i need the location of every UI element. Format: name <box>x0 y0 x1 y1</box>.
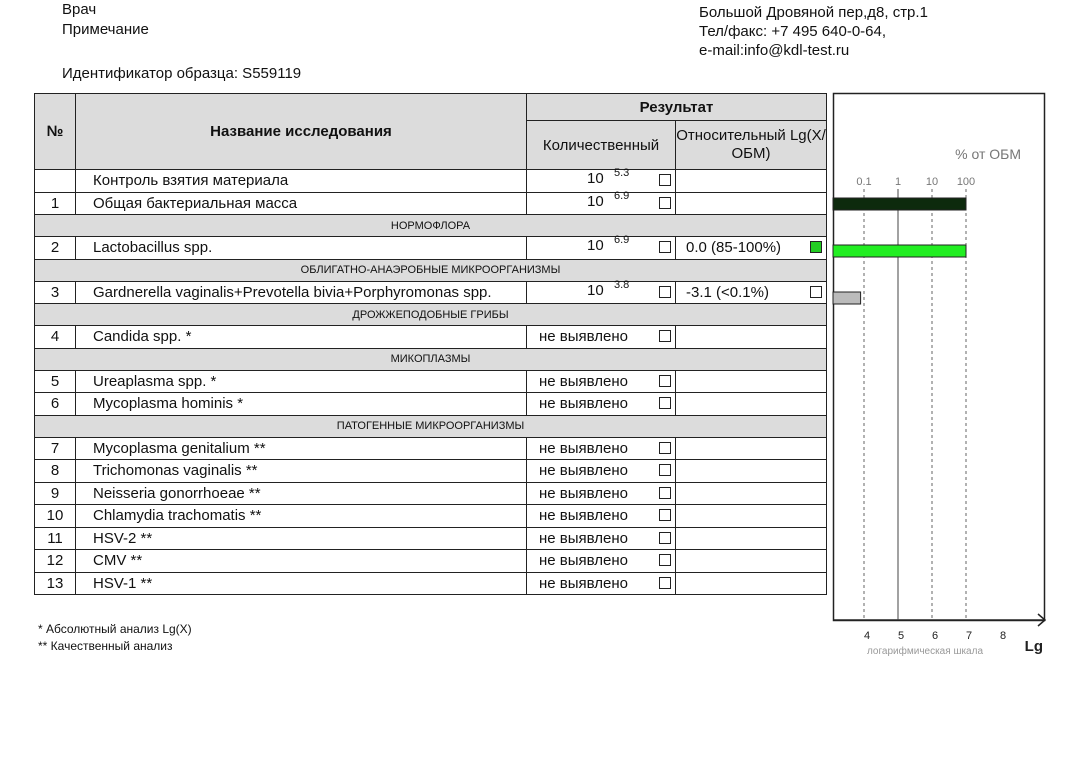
rel-cell <box>676 170 827 193</box>
quant-cell <box>527 167 676 193</box>
quant-value: не выявлено <box>539 462 629 479</box>
rel-cell <box>676 572 827 595</box>
col-number-header: № <box>35 94 76 170</box>
quant-base: 10 <box>587 237 604 254</box>
row-number: 3 <box>35 281 76 304</box>
table-row <box>35 192 827 215</box>
quant-cell <box>527 278 676 304</box>
results-table <box>34 93 827 595</box>
test-name: Trichomonas vaginalis ** <box>76 460 527 483</box>
rel-cell <box>676 393 827 416</box>
row-number: 7 <box>35 437 76 460</box>
x-axis-caption: логарифмическая шкала <box>866 646 984 657</box>
top-tick-label: 1 <box>894 176 902 188</box>
section-row <box>35 348 827 370</box>
quant-exponent: 6.9 <box>614 234 630 246</box>
test-name: HSV-1 ** <box>76 572 527 595</box>
quant-checkbox[interactable] <box>659 330 671 342</box>
section-title: ПАТОГЕННЫЕ МИКРООРГАНИЗМЫ <box>35 415 827 437</box>
quant-cell <box>527 326 676 349</box>
quant-value: не выявлено <box>539 484 629 502</box>
quant-cell <box>527 460 676 483</box>
test-name: HSV-2 ** <box>76 527 527 550</box>
quant-value: не выявлено <box>539 552 629 569</box>
quant-cell <box>527 234 676 260</box>
table-row <box>35 482 827 505</box>
test-name: Контроль взятия материала <box>76 170 527 193</box>
lab-address: Большой Дровяной пер,д8, стр.1 <box>699 4 928 21</box>
footnote-qualitative: ** Качественный анализ <box>38 639 173 653</box>
table-row <box>35 572 827 595</box>
rel-cell <box>676 326 827 349</box>
rel-color-box <box>810 241 822 253</box>
top-tick-label: 100 <box>956 176 976 188</box>
table-row <box>35 460 827 483</box>
rel-cell <box>676 460 827 483</box>
test-name: Общая бактериальная масса <box>76 192 527 215</box>
section-row <box>35 415 827 437</box>
row-number: 1 <box>35 192 76 215</box>
quant-cell <box>527 572 676 595</box>
quant-value: не выявлено <box>539 439 629 457</box>
bar-row-2 <box>833 245 966 257</box>
table-row <box>35 437 827 460</box>
quant-exponent: 6.9 <box>614 189 630 202</box>
row-number: 5 <box>35 370 76 393</box>
quant-checkbox[interactable] <box>659 487 671 499</box>
x-tick-label: 4 <box>863 630 871 642</box>
col-result-header: Результат <box>527 94 827 121</box>
quant-cell <box>527 393 676 416</box>
rel-cell <box>676 370 827 393</box>
quant-cell <box>527 189 676 215</box>
quant-checkbox[interactable] <box>659 197 671 209</box>
test-name: Mycoplasma hominis * <box>76 393 527 416</box>
rel-cell <box>676 192 827 215</box>
x-tick-label: 8 <box>999 630 1007 642</box>
row-number: 10 <box>35 505 76 528</box>
row-number: 11 <box>35 527 76 550</box>
test-name: Candida spp. * <box>76 326 527 349</box>
quant-cell <box>527 527 676 550</box>
quant-checkbox[interactable] <box>659 554 671 566</box>
row-number: 9 <box>35 482 76 505</box>
section-title: НОРМОФЛОРА <box>35 215 827 237</box>
quant-value: не выявлено <box>539 574 629 592</box>
row-number: 12 <box>35 550 76 573</box>
quant-value: не выявлено <box>539 507 629 524</box>
quant-value: не выявлено <box>539 395 629 412</box>
table-row <box>35 237 827 260</box>
table-row <box>35 505 827 528</box>
quant-base: 10 <box>587 281 604 299</box>
rel-cell <box>676 505 827 528</box>
quant-checkbox[interactable] <box>659 174 671 186</box>
rel-cell <box>676 527 827 550</box>
section-title: ОБЛИГАТНО-АНАЭРОБНЫЕ МИКРООРГАНИЗМЫ <box>35 259 827 281</box>
test-name: Chlamydia trachomatis ** <box>76 505 527 528</box>
rel-value: 0.0 (85-100%) <box>686 239 782 256</box>
quant-checkbox[interactable] <box>659 397 671 409</box>
col-name-header: Название исследования <box>76 94 527 170</box>
quant-cell <box>527 505 676 528</box>
row-number: 4 <box>35 326 76 349</box>
test-name: CMV ** <box>76 550 527 573</box>
lab-email: e-mail:info@kdl-test.ru <box>699 42 850 59</box>
quant-cell <box>527 550 676 573</box>
quant-checkbox[interactable] <box>659 442 671 454</box>
rel-cell <box>676 550 827 573</box>
rel-cell <box>676 281 827 304</box>
x-axis-label: Lg <box>1024 638 1043 655</box>
obm-chart <box>833 93 1047 657</box>
doctor-label: Врач <box>62 1 97 18</box>
section-row <box>35 215 827 237</box>
quant-cell <box>527 482 676 505</box>
row-number: 6 <box>35 393 76 416</box>
test-name: Gardnerella vaginalis+Prevotella bivia+Porphyromonas spp. <box>76 281 527 304</box>
x-tick-label: 6 <box>931 630 939 642</box>
table-row <box>35 281 827 304</box>
table-row <box>35 170 827 193</box>
quant-value: не выявлено <box>539 328 629 345</box>
row-number: 8 <box>35 460 76 483</box>
quant-checkbox[interactable] <box>659 286 671 298</box>
rel-value: -3.1 (<0.1%) <box>686 283 769 301</box>
rel-cell <box>676 437 827 460</box>
chart-title: % от ОБМ <box>955 146 1021 162</box>
results-body <box>35 167 827 595</box>
rel-cell <box>676 482 827 505</box>
table-row <box>35 370 827 393</box>
note-label: Примечание <box>62 21 149 38</box>
x-tick-label: 7 <box>965 630 973 642</box>
bar-row-1 <box>833 198 966 210</box>
table-row <box>35 550 827 573</box>
sample-id: Идентификатор образца: S559119 <box>62 65 302 82</box>
section-title: ДРОЖЖЕПОДОБНЫЕ ГРИБЫ <box>35 304 827 326</box>
quant-cell <box>527 437 676 460</box>
rel-cell <box>676 237 827 260</box>
quant-base: 10 <box>587 170 604 187</box>
row-number <box>35 170 76 193</box>
section-row <box>35 304 827 326</box>
bar-row-3 <box>833 292 861 304</box>
section-title: МИКОПЛАЗМЫ <box>35 348 827 370</box>
table-row <box>35 527 827 550</box>
lab-phone: Тел/факс: +7 495 640-0-64, <box>699 23 887 40</box>
quant-checkbox[interactable] <box>659 241 671 253</box>
quant-value: не выявлено <box>539 372 629 390</box>
test-name: Lactobacillus spp. <box>76 237 527 260</box>
footnote-absolute: * Абсолютный анализ Lg(X) <box>38 622 192 636</box>
top-tick-label: 10 <box>925 176 939 188</box>
quant-checkbox[interactable] <box>659 577 671 589</box>
table-row <box>35 393 827 416</box>
col-quant-header: Количественный <box>527 121 676 170</box>
col-rel-header: Относительный Lg(X/ОБМ) <box>676 121 827 170</box>
x-tick-label: 5 <box>897 630 905 642</box>
quant-cell <box>527 370 676 393</box>
quant-checkbox[interactable] <box>659 464 671 476</box>
row-number: 13 <box>35 572 76 595</box>
quant-base: 10 <box>587 192 604 210</box>
test-name: Neisseria gonorrhoeae ** <box>76 482 527 505</box>
test-name: Ureaplasma spp. * <box>76 370 527 393</box>
quant-checkbox[interactable] <box>659 375 671 387</box>
section-row <box>35 259 827 281</box>
quant-checkbox[interactable] <box>659 509 671 521</box>
rel-color-box <box>810 286 822 298</box>
top-tick-label: 0.1 <box>856 176 872 188</box>
quant-checkbox[interactable] <box>659 532 671 544</box>
table-row <box>35 326 827 349</box>
chart-frame <box>834 94 1045 621</box>
test-name: Mycoplasma genitalium ** <box>76 437 527 460</box>
quant-exponent: 5.3 <box>614 167 630 179</box>
quant-value: не выявлено <box>539 529 629 547</box>
row-number: 2 <box>35 237 76 260</box>
quant-exponent: 3.8 <box>614 278 630 291</box>
